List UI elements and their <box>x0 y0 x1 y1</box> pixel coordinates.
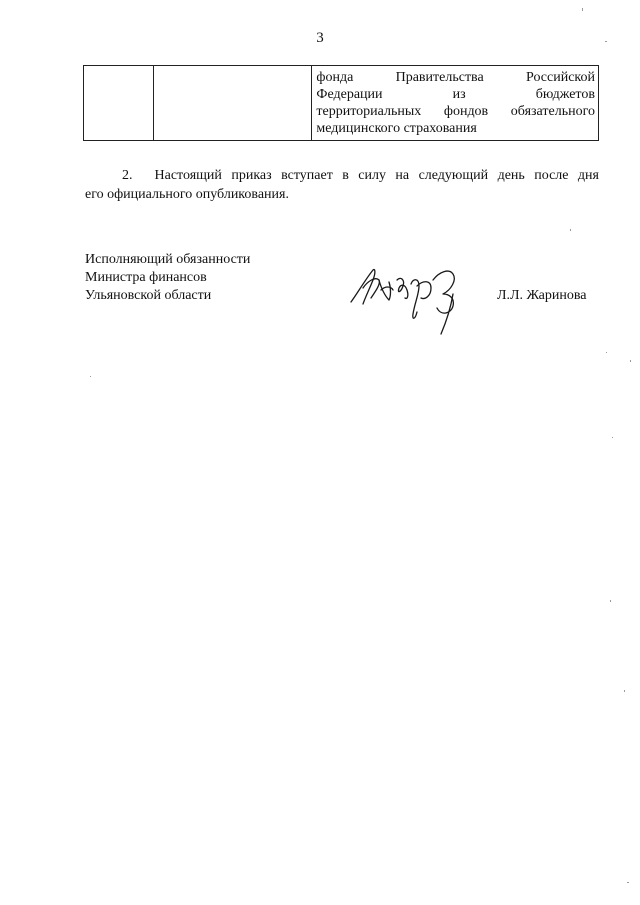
continuation-table <box>83 65 599 141</box>
table-cell-text <box>312 66 599 141</box>
word: Федерации <box>316 87 383 102</box>
word: фондов <box>443 104 489 119</box>
cell-line-3 <box>316 103 595 120</box>
cell-line-4: медицинского страхования <box>316 121 477 136</box>
cell-line-1 <box>316 69 595 86</box>
word: из <box>452 87 466 102</box>
word: обязательного <box>510 104 595 119</box>
signer-name: Л.Л. Жаринова <box>497 288 587 303</box>
word: фонда <box>316 70 354 85</box>
table-cell-empty-2 <box>154 66 312 141</box>
table-cell-empty-1 <box>84 66 154 141</box>
paragraph-2 <box>85 166 599 204</box>
word: Правительства <box>395 70 484 85</box>
position-line-2: Министра финансов <box>85 270 207 285</box>
handwritten-signature <box>345 258 475 338</box>
paragraph-line-2: его официального опубликования. <box>85 187 289 202</box>
word: бюджетов <box>535 87 595 102</box>
word: территориальных <box>316 104 422 119</box>
position-line-3: Ульяновской области <box>85 288 212 303</box>
page-number: 3 <box>316 30 324 46</box>
paragraph-line-1 <box>85 166 599 185</box>
paragraph-text-1: Настоящий приказ вступает в силу на следующий день после дня <box>154 168 599 183</box>
signer-position <box>85 251 250 305</box>
word: Российской <box>526 70 595 85</box>
position-line-1: Исполняющий обязанности <box>85 252 251 267</box>
table-row <box>84 66 599 141</box>
paragraph-number: 2. <box>122 168 133 183</box>
cell-line-2 <box>316 86 595 103</box>
